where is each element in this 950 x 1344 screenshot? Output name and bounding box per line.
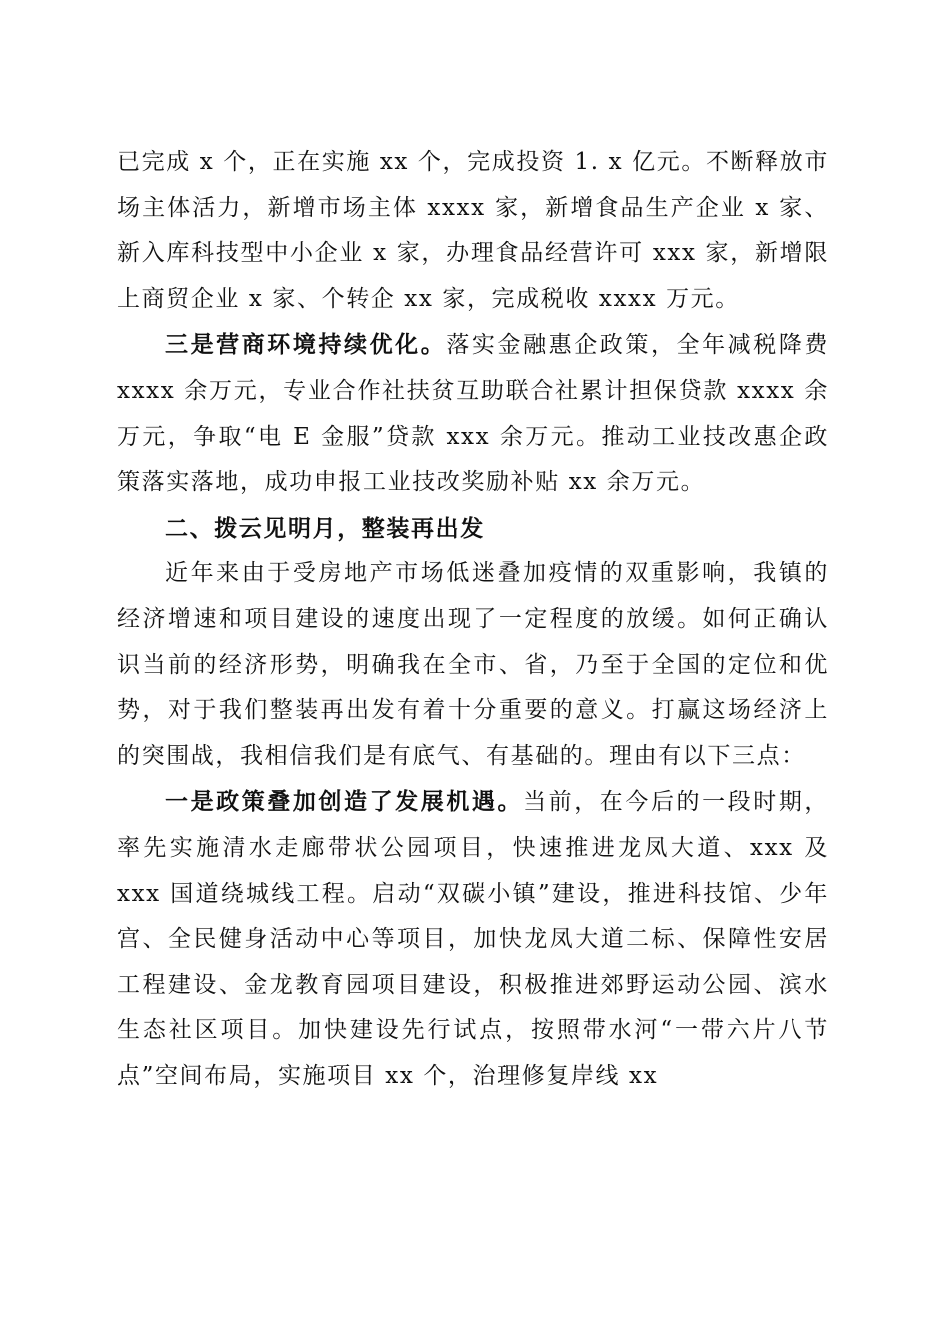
paragraph-body: 落实金融惠企政策，全年减税降费 xxxx 余万元，专业合作社扶贫互助联合社累计担保贷款 xxxx 余万元，争取“电 E 金服”贷款 xxx 余万元。推动工业技改惠企政策落实落地，成功申报工业技改奖励补贴 xx 余万元。 bbox=[117, 332, 830, 496]
paragraph-body: 当前，在今后的一段时期，率先实施清水走廊带状公园项目，快速推进龙凤大道、xxx 及 xxx 国道绕城线工程。启动“双碳小镇”建设，推进科技馆、少年宫、全民健身活动中心等项目，加快龙凤大道二标、保障性安居工程建设、金龙教育园项目建设，积极推进郊野运动公园、滨水生态社区项目。加快建设先行试点，按照带水河“一带六片八节点”空间布局，实施项目 xx 个，治理修复岸线 xx bbox=[117, 789, 829, 1089]
document-body bbox=[117, 140, 829, 1099]
section-heading: 二、拨云见明月，整装再出发 bbox=[165, 514, 485, 542]
paragraph-business-environment bbox=[117, 322, 829, 505]
continuation-paragraph: 已完成 x 个，正在实施 xx 个，完成投资 1. x 亿元。不断释放市场主体活力，新增市场主体 xxxx 家，新增食品生产企业 x 家、新入库科技型中小企业 x 家，办理食品经营许可 xxx 家，新增限上商贸企业 x 家、个转企 xx 家，完成税收 xxxx 万元。 bbox=[117, 149, 829, 312]
paragraph-policy-opportunity bbox=[117, 779, 829, 1099]
section-intro-paragraph: 近年来由于受房地产市场低迷叠加疫情的双重影响，我镇的经济增速和项目建设的速度出现了一定程度的放缓。如何正确认识当前的经济形势，明确我在全市、省，乃至于全国的定位和优势，对于我们整装再出发有着十分重要的意义。打赢这场经济上的突围战，我相信我们是有底气、有基础的。理由有以下三点： bbox=[117, 560, 829, 769]
paragraph-lead: 一是政策叠加创造了发展机遇。 bbox=[165, 788, 524, 816]
paragraph-lead: 三是营商环境持续优化。 bbox=[165, 331, 447, 359]
